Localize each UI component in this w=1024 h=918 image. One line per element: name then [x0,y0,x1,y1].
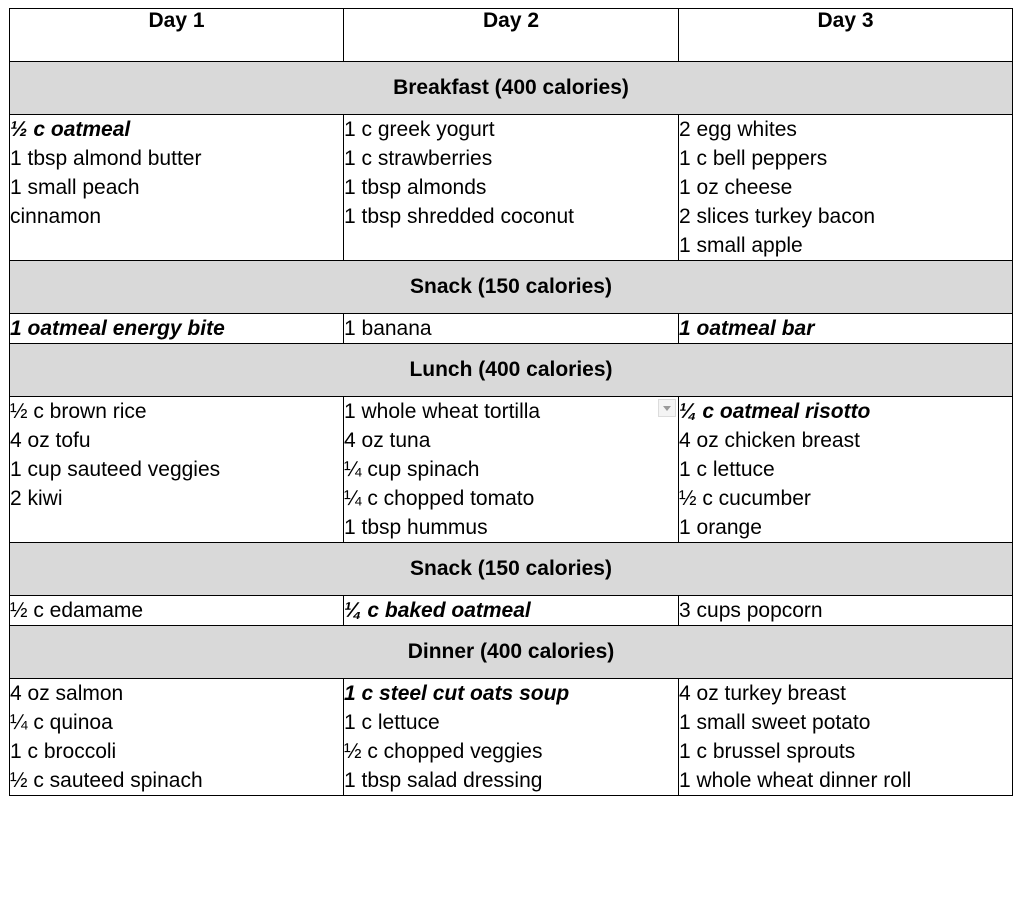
food-item: 1 whole wheat tortilla [344,400,541,423]
food-item: 1 banana [344,317,432,340]
food-item: 1 tbsp almonds [344,176,487,199]
column-header-day-3: Day 3 [679,9,1013,62]
food-item: 1 c strawberries [344,147,493,170]
food-item: 4 oz chicken breast [679,429,860,452]
featured-food-item: ¼ c baked oatmeal [344,599,531,622]
food-item: 1 c broccoli [10,740,117,763]
food-item: 1 oz cheese [679,176,793,199]
meal-row-snack-1 [10,314,1013,344]
column-header-day-1: Day 1 [10,9,344,62]
food-item: 1 c lettuce [679,458,775,481]
section-title-dinner: Dinner (400 calories) [10,626,1013,679]
cell-dinner-day-3[interactable] [679,679,1013,796]
section-row-snack-2 [10,543,1013,596]
cell-breakfast-day-1[interactable] [10,115,344,261]
food-item: 1 small peach [10,176,140,199]
food-item: 1 tbsp shredded coconut [344,205,574,228]
cell-lunch-day-1[interactable] [10,397,344,543]
food-item: 1 small apple [679,234,803,257]
meal-row-dinner [10,679,1013,796]
cell-dinner-day-2[interactable] [344,679,679,796]
section-title-snack-2: Snack (150 calories) [10,543,1013,596]
cell-breakfast-day-2[interactable] [344,115,679,261]
food-item: 1 c bell peppers [679,147,828,170]
featured-food-item: 1 oatmeal energy bite [10,317,225,340]
food-item: 1 orange [679,516,762,539]
food-item: ½ c edamame [10,599,144,622]
food-item: 1 whole wheat dinner roll [679,769,912,792]
featured-food-item: ½ c oatmeal [10,118,131,141]
food-item: cinnamon [10,205,102,228]
section-title-lunch: Lunch (400 calories) [10,344,1013,397]
food-item: ½ c sauteed spinach [10,769,203,792]
cell-snack-1-day-1[interactable] [10,314,344,344]
food-item: 1 tbsp salad dressing [344,769,543,792]
cell-lunch-day-2[interactable] [344,397,679,543]
food-item: 2 egg whites [679,118,797,141]
meal-row-lunch [10,397,1013,543]
section-row-dinner [10,626,1013,679]
cell-snack-1-day-2[interactable] [344,314,679,344]
column-header-day-2: Day 2 [344,9,679,62]
food-item: 1 c greek yogurt [344,118,495,141]
food-item: 2 slices turkey bacon [679,205,876,228]
cell-lunch-day-3[interactable] [679,397,1013,543]
section-title-snack-1: Snack (150 calories) [10,261,1013,314]
meal-row-snack-2 [10,596,1013,626]
featured-food-item: ¼ c oatmeal risotto [679,400,871,423]
cell-snack-2-day-1[interactable] [10,596,344,626]
cell-snack-1-day-3[interactable] [679,314,1013,344]
food-item: ½ c cucumber [679,487,811,510]
food-item: ½ c chopped veggies [344,740,543,763]
meal-row-breakfast [10,115,1013,261]
section-row-breakfast [10,62,1013,115]
food-item: 1 tbsp almond butter [10,147,202,170]
food-item: 1 c lettuce [344,711,440,734]
section-row-lunch [10,344,1013,397]
food-item: 3 cups popcorn [679,599,823,622]
food-item: 4 oz salmon [10,682,124,705]
food-item: 2 kiwi [10,487,63,510]
food-item: 1 small sweet potato [679,711,871,734]
section-title-breakfast: Breakfast (400 calories) [10,62,1013,115]
food-item: 4 oz tuna [344,429,431,452]
cell-dropdown-chevron-icon[interactable] [658,399,676,417]
header-row [10,9,1013,62]
food-item: 4 oz tofu [10,429,91,452]
food-item: 1 tbsp hummus [344,516,488,539]
cell-snack-2-day-2[interactable] [344,596,679,626]
meal-plan-table [9,8,1013,796]
food-item: ¼ c chopped tomato [344,487,535,510]
food-item: 4 oz turkey breast [679,682,846,705]
section-row-snack-1 [10,261,1013,314]
food-item: 1 cup sauteed veggies [10,458,221,481]
featured-food-item: 1 oatmeal bar [679,317,815,340]
cell-snack-2-day-3[interactable] [679,596,1013,626]
cell-dinner-day-1[interactable] [10,679,344,796]
food-item: ¼ c quinoa [10,711,113,734]
food-item: ¼ cup spinach [344,458,480,481]
cell-breakfast-day-3[interactable] [679,115,1013,261]
food-item: ½ c brown rice [10,400,147,423]
featured-food-item: 1 c steel cut oats soup [344,682,570,705]
food-item: 1 c brussel sprouts [679,740,856,763]
